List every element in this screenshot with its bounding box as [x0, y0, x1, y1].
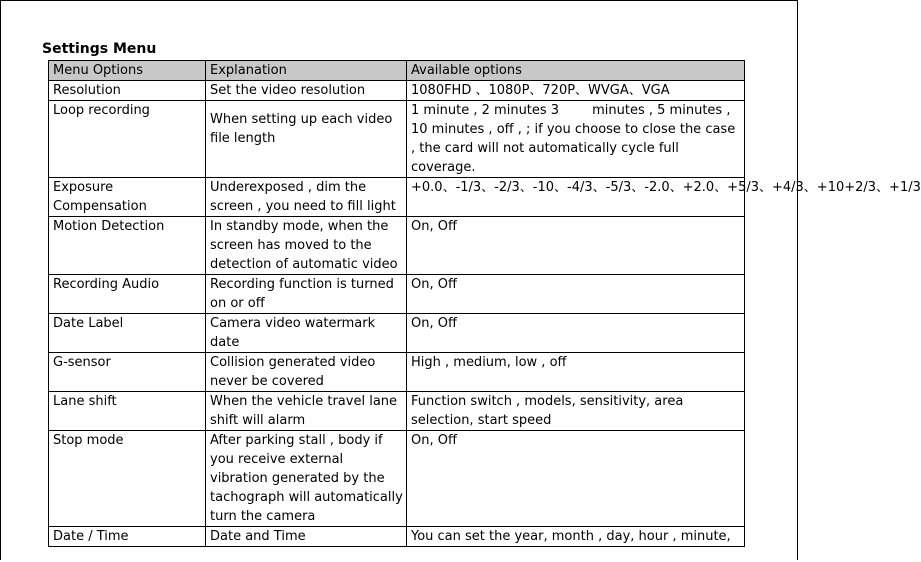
table-row: [49, 178, 745, 217]
row-explanation: Collision generated video never be covered: [206, 353, 407, 392]
row-explanation: Date and Time: [206, 527, 407, 547]
table-row: [49, 353, 745, 392]
row-explanation: Underexposed , dim the screen , you need to fill light: [206, 178, 407, 217]
table-row: [49, 314, 745, 353]
row-option: Motion Detection: [49, 217, 206, 275]
row-option: Lane shift: [49, 392, 206, 431]
row-available: On, Off: [407, 314, 745, 353]
row-option: Stop mode: [49, 431, 206, 527]
row-available: 1 minute , 2 minutes 3 minutes , 5 minutes , 10 minutes , off , ; if you choose to close the case , the card will not automatically cycle full coverage.: [407, 101, 745, 178]
row-option: Loop recording: [49, 101, 206, 178]
row-option: Exposure Compensation: [49, 178, 206, 217]
row-option: G-sensor: [49, 353, 206, 392]
table-row: [49, 527, 745, 547]
row-available: On, Off: [407, 217, 745, 275]
row-option: Resolution: [49, 81, 206, 101]
settings-table: [48, 60, 921, 547]
row-available: +0.0、-1/3、-2/3、-10、-4/3、-5/3、-2.0、+2.0、+5/3、+4/3、+10+2/3、+1/3: [407, 178, 745, 217]
row-available: Function switch , models, sensitivity, area selection, start speed: [407, 392, 745, 431]
table-row: [49, 217, 745, 275]
row-available: You can set the year, month , day, hour , minute,: [407, 527, 745, 547]
row-explanation: Recording function is turned on or off: [206, 275, 407, 314]
row-available: High , medium, low , off: [407, 353, 745, 392]
row-explanation: In standby mode, when the screen has moved to the detection of automatic video: [206, 217, 407, 275]
header-explanation: Explanation: [206, 61, 407, 81]
table-row: [49, 101, 745, 178]
row-option: Recording Audio: [49, 275, 206, 314]
table-header-row: [49, 61, 745, 81]
row-available: On, Off: [407, 431, 745, 527]
row-option: Date / Time: [49, 527, 206, 547]
header-available-options: Available options: [407, 61, 745, 81]
header-menu-options: Menu Options: [49, 61, 206, 81]
row-available: 1080FHD 、1080P、720P、WVGA、VGA: [407, 81, 745, 101]
row-available: On, Off: [407, 275, 745, 314]
row-explanation: When the vehicle travel lane shift will alarm: [206, 392, 407, 431]
row-option: Date Label: [49, 314, 206, 353]
table-row: [49, 81, 745, 101]
page-title: Settings Menu: [42, 41, 157, 57]
row-explanation: When setting up each video file length: [206, 101, 407, 178]
table-row: [49, 431, 745, 527]
row-explanation: After parking stall , body if you receive external vibration generated by the tachograph will automatically turn the camera: [206, 431, 407, 527]
table-row: [49, 392, 745, 431]
table-row: [49, 275, 745, 314]
row-explanation: Set the video resolution: [206, 81, 407, 101]
row-explanation: Camera video watermark date: [206, 314, 407, 353]
